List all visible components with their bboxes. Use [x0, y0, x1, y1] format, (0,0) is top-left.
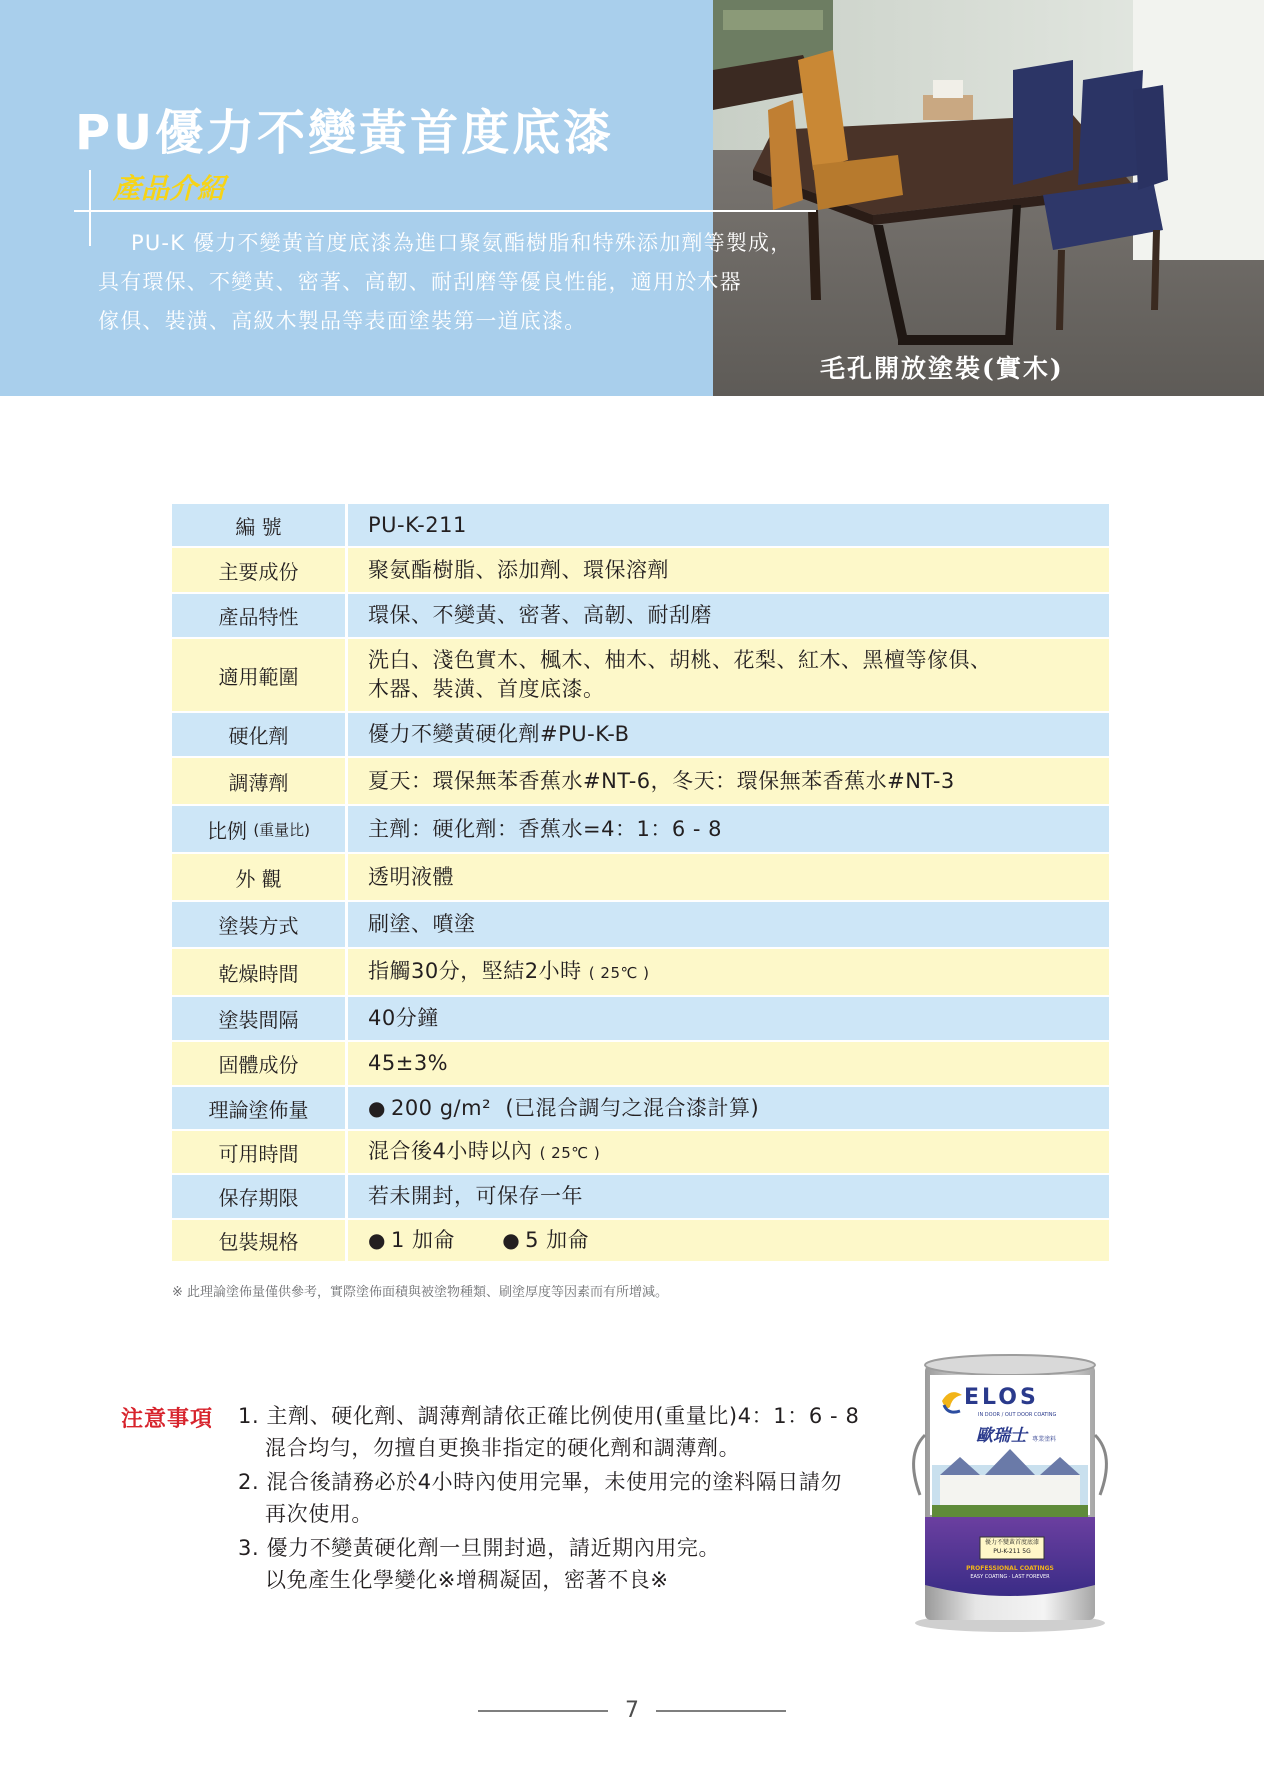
notes-title: 注意事項 — [121, 1407, 214, 1432]
table-row — [172, 1087, 1109, 1131]
intro-line: 具有環保、不變黃、密著、高韌、耐刮磨等優良性能，適用於木器 — [98, 270, 742, 294]
row-value: 45±3% — [368, 1051, 449, 1075]
page-number-rule-left — [478, 1710, 608, 1712]
intro-line: 傢俱、裝潢、高級木製品等表面塗裝第一道底漆。 — [98, 309, 587, 333]
header-banner — [0, 0, 1264, 396]
row-label: 乾燥時間 — [172, 949, 348, 995]
pack-option: ● 5 加侖 — [502, 1228, 590, 1252]
table-row — [172, 504, 1109, 548]
row-label: 塗裝間隔 — [172, 997, 348, 1040]
row-label: 理論塗佈量 — [172, 1087, 348, 1129]
can-bottom-text: PROFESSIONAL COATINGS EASY COATING · LAST FOREVER — [966, 1565, 1054, 1580]
row-value: 夏天：環保無苯香蕉水#NT-6，冬天：環保無苯香蕉水#NT-3 — [368, 768, 955, 793]
page-title: PU優力不變黃首度底漆 — [75, 105, 615, 161]
table-row — [172, 1220, 1109, 1263]
title-divider-horizontal — [74, 210, 816, 212]
notes-list — [238, 1400, 859, 1598]
table-row — [172, 639, 1109, 713]
table-row — [172, 854, 1109, 902]
table-row — [172, 713, 1109, 758]
row-label: 主要成份 — [172, 548, 348, 592]
row-label: 塗裝方式 — [172, 902, 348, 947]
can-brand: ELOS — [964, 1385, 1039, 1410]
section-subtitle: 產品介紹 — [113, 172, 226, 205]
row-value: 若未開封，可保存一年 — [368, 1184, 583, 1208]
table-row — [172, 949, 1109, 997]
spec-table — [172, 504, 1109, 1263]
row-value: 聚氨酯樹脂、添加劑、環保溶劑 — [368, 557, 669, 582]
table-row — [172, 1131, 1109, 1175]
row-label: 包裝規格 — [172, 1220, 348, 1261]
page-number: 7 — [625, 1698, 639, 1723]
table-row — [172, 902, 1109, 949]
row-label: 硬化劑 — [172, 713, 348, 756]
row-value: 環保、不變黃、密著、高韌、耐刮磨 — [368, 603, 712, 627]
table-row — [172, 806, 1109, 854]
row-label: 外 觀 — [172, 854, 348, 900]
note-item: 2. 混合後請務必於4小時內使用完畢，未使用完的塗料隔日請勿 再次使用。 — [238, 1470, 843, 1526]
row-value: 主劑：硬化劑：香蕉水=4：1：6 - 8 — [368, 816, 722, 841]
row-value: ● 200 g/m² (已混合調勻之混合漆計算) — [368, 1095, 760, 1120]
table-row — [172, 1042, 1109, 1087]
row-label: 保存期限 — [172, 1175, 348, 1218]
row-value: PU-K-211 — [368, 512, 467, 537]
photo-caption: 毛孔開放塗裝(實木) — [820, 354, 1064, 383]
row-label: 固體成份 — [172, 1042, 348, 1085]
can-brand-sub: IN DOOR / OUT DOOR COATING — [978, 1412, 1057, 1418]
row-value: 40分鐘 — [368, 1006, 439, 1030]
row-value: 洗白、淺色實木、楓木、柚木、胡桃、花梨、紅木、黑檀等傢俱、 木器、裝潢、首度底漆。 — [368, 648, 992, 701]
note-item: 1. 主劑、硬化劑、調薄劑請依正確比例使用(重量比)4：1：6 - 8 混合均勻，勿擅自更換非指定的硬化劑和調薄劑。 — [238, 1404, 860, 1460]
row-label: 編 號 — [172, 504, 348, 546]
pack-option: ● 1 加侖 — [368, 1228, 455, 1252]
paint-can-image — [900, 1345, 1120, 1635]
row-label: 適用範圍 — [172, 639, 348, 711]
row-value: 刷塗、噴塗 — [368, 912, 476, 936]
row-value: 透明液體 — [368, 864, 454, 889]
table-footnote: ※ 此理論塗佈量僅供參考，實際塗佈面積與被塗物種類、刷塗厚度等因素而有所增減。 — [172, 1285, 669, 1300]
row-value — [348, 1220, 1109, 1261]
can-brand-cn: 歐瑞士 專業塗料 — [976, 1426, 1057, 1446]
row-value: 優力不變黃硬化劑#PU-K-B — [368, 722, 630, 746]
table-row — [172, 548, 1109, 594]
page-number-rule-right — [656, 1710, 786, 1712]
can-product-label: 優力不變黃首度底漆 PU-K-211 5G — [984, 1539, 1039, 1555]
title-divider-vertical — [89, 170, 91, 246]
row-label: 可用時間 — [172, 1131, 348, 1173]
product-intro — [98, 224, 898, 341]
row-value: 混合後4小時以內 ( 25℃ ) — [368, 1138, 601, 1163]
table-row — [172, 594, 1109, 639]
note-item: 3. 優力不變黃硬化劑一旦開封過，請近期內用完。 以免產生化學變化※增稠凝固，密著不良※ — [238, 1536, 721, 1592]
table-row — [172, 758, 1109, 806]
intro-line: PU-K 優力不變黃首度底漆為進口聚氨酯樹脂和特殊添加劑等製成， — [131, 231, 793, 255]
row-value: 指觸30分，堅結2小時 ( 25℃ ) — [368, 958, 650, 983]
table-row — [172, 1175, 1109, 1220]
row-label: 調薄劑 — [172, 758, 348, 804]
row-label: 比例 (重量比) — [172, 806, 348, 852]
row-label: 產品特性 — [172, 594, 348, 637]
table-row — [172, 997, 1109, 1042]
